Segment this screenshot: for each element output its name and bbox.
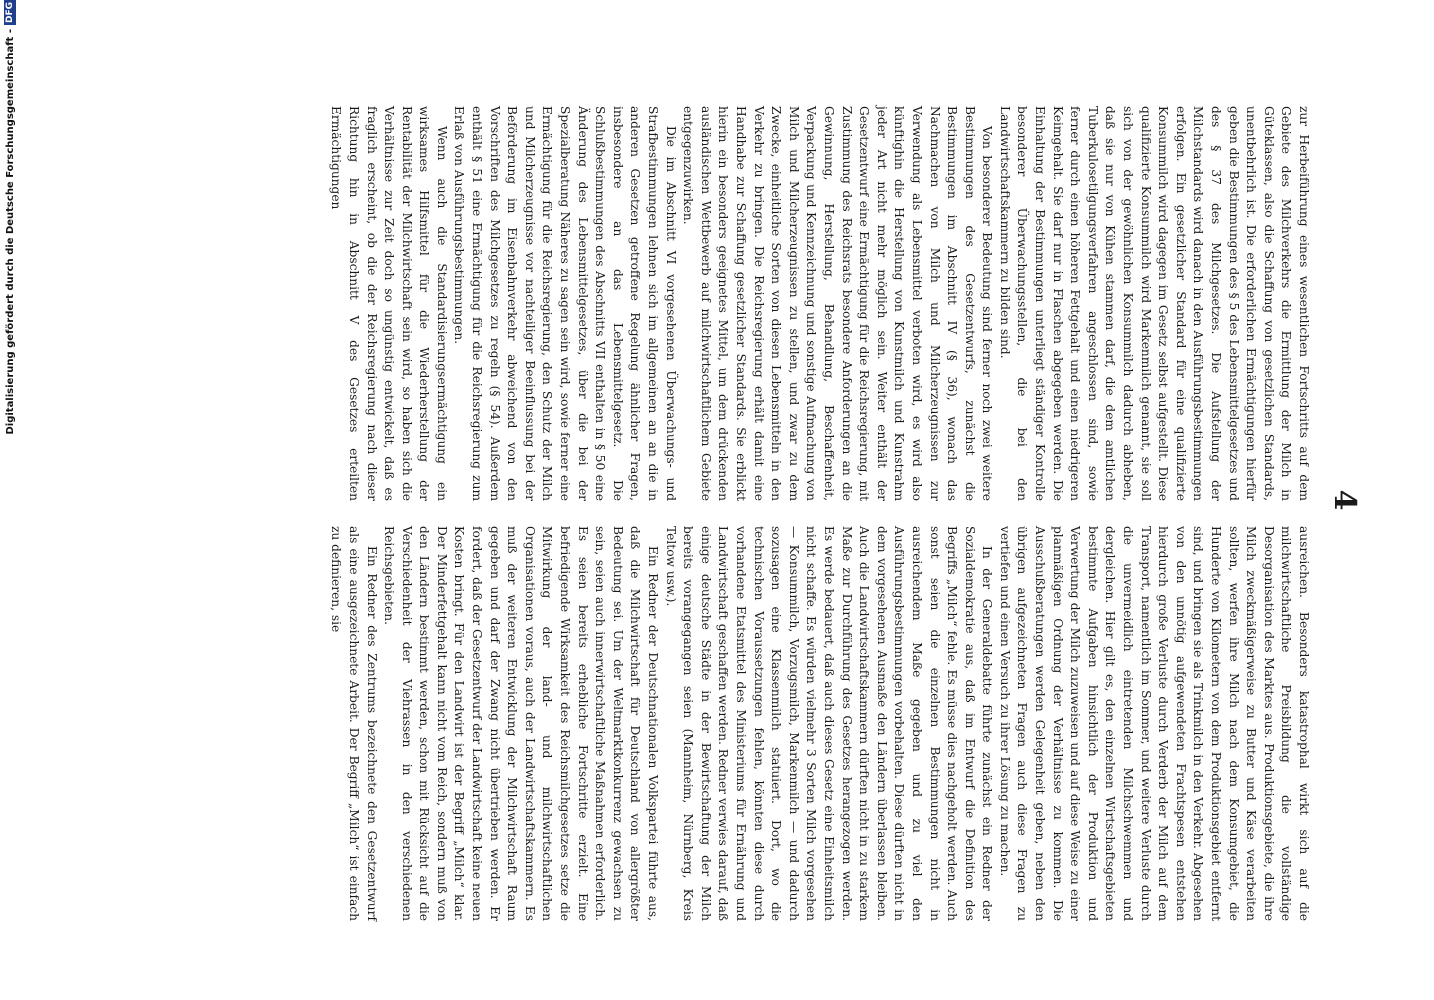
- page-number: 4: [1327, 489, 1362, 511]
- paragraph: Ein Redner des Zentrums bezeichnete den Gesetzentwurf als eine ausgezeichnete Arbeit. Der Begriff „Milch“ ist einfach zu definieren, sie: [329, 526, 379, 921]
- paragraph: Die im Abschnitt VI vorgesehenen Überwachungs- und Strafbestimmungen lehnen sich im allgemeinen an an die in anderen Gesetzen getroffene Regelung ähnlicher Fragen, insbesondere an das Lebensmittelgesetz. Die Schlußbestimmungen des Abschnitts VII enthalten in § 50 eine Änderung des Lebensmittelgesetzes, über die bei der Spezialberatung Näheres zu sagen sein wird, sowie ferner eine Ermächtigung für die Reichsregierung, den Schutz der Milch und Milcherzeugnisse vor nachteiliger Beeinflussung bei der Beförderung im Eisenbahnverkehr abweichend von den Vorschriften des Milchgesetzes zu regeln (§ 54). Außerdem enthält § 51 eine Ermächtigung für die Reichsregierung zum Erlaß von Ausführungsbestimmungen.: [452, 106, 678, 501]
- paragraph: ausreichen. Besonders katastrophal wirkt sich auf die milchwirtschaftliche Preisbildung die vollständige Desorganisation des Marktes aus. Produktionsgebiete, die ihre Milch zweckmäßigerweise zu Butter und Käse verarbeiten sollten, werfen ihre Milch nach dem Konsumgebiet, die Hunderte von Kilometern von dem Produktionsgebiet entfernt sind, und bringen sie als Trinkmilch in den Verkehr. Abgesehen von den unnötig aufgewendeten Frachtspesen entstehen hierdurch große Verluste durch Verderb der Milch auf dem Transport, namentlich im Sommer, und weitere Verluste durch die unvermeidlich eintretenden Milchschwemmen und dergleichen. Hier gilt es, den einzelnen Wirtschaftsgebieten bestimmte Aufgaben hinsichtlich der Produktion und Verwertung der Milch zuzuweisen und auf diese Weise zu einer planmäßigen Ordnung der Verhältnisse zu kommen. Die Ausschußberatungen werden Gelegenheit geben, neben den übrigen aufgezeichneten Fragen auch diese Fragen zu vertiefen und einen Versuch zu ihrer Lösung zu machen.: [997, 526, 1311, 921]
- left-text-column: [327, 106, 1312, 501]
- paragraph: Ein Redner der Deutschnationalen Volkspartei führte aus, daß die Milchwirtschaft für Deutschland von allergrößter Bedeutung sei. Um der Weltmarktkonkurrenz gewachsen zu sein, seien auch innerwirtschaftliche Maßnahmen erforderlich. Es seien bereits erhebliche Fortschritte erzielt. Eine befriedigende Wirksamkeit des Reichsmilchgesetzes setze die Mitwirkung der land- und milchwirtschaftlichen Organisationen voraus, auch der Landwirtschaftskammern. Es muß der weiteren Entwicklung der Milchwirtschaft Raum gegeben und darf der Zwang nicht übertrieben werden. Er fordert, daß der Gesetzentwurf der Landwirtschaft keine neuen Kosten bringt. Für den Landwirt ist der Begriff „Milch“ klar. Der Minderfettgehalt kann nicht vom Reich, sondern muß von den Ländern bestimmt werden, schon mit Rücksicht auf die Verschiedenheit der Viehrassen in den verschiedenen Reichsgebieten.: [382, 526, 661, 921]
- digitization-credit: [3, 0, 17, 1000]
- right-text-column: [327, 526, 1312, 921]
- paragraph: In der Generaldebatte führte zunächst ein Redner der Sozialdemokratie aus, daß im Entwurf die Definition des Begriffs „Milch“ fehle. Es müsse dies nachgeholt werden. Auch sonst seien die einzelnen Bestimmungen nicht in ausreichendem Maße gegeben und zu viel den Ausführungsbestimmungen vorbehalten. Diese dürften nicht in dem vorgesehenen Ausmaße den Ländern überlassen bleiben. Auch die Landwirtschaftskammern dürften nicht in zu starkem Maße zur Durchführung des Gesetzes herangezogen werden. Es werde bedauert, daß auch dieses Gesetz eine Einheitsmilch nicht schaffe. Es würden vielmehr 3 Sorten Milch vorgesehen — Konsummilch, Vorzugsmilch, Markenmilch — und dadurch sozusagen eine Klassenmilch statuiert. Dort, wo die technischen Voraussetzungen fehlen, könnten diese durch vorhandene Etatsmittel des Ministeriums für Ernährung und Landwirtschaft geschaffen werden. Redner verwies darauf, daß einige deutsche Städte in der Bewirtschaftung der Milch bereits vorangegangen seien (Mannheim, Nürnberg, Kreis Teltow usw.).: [663, 526, 995, 921]
- credit-text: Digitalisierung gefördert durch die Deutsche Forschungsgemeinschaft -: [4, 29, 16, 435]
- paragraph: Wenn auch die Standardisierungsermächtigung ein wirksames Hilfsmittel für die Wiederherstellung der Rentabilität der Milchwirtschaft sein wird, so haben sich die Verhältnisse zur Zeit doch so ungünstig entwickelt, daß es fraglich erscheint, ob die der Reichsregierung nach dieser Richtung hin in Abschnitt V des Gesetzes erteilten Ermächtigungen: [329, 106, 449, 501]
- paragraph: Von besonderer Bedeutung sind ferner noch zwei weitere Bestimmungen des Gesetzentwurfs, zunächst die Bestimmungen im Abschnitt IV (§ 36), wonach das Nachmachen von Milch und Milcherzeugnissen zur Verwendung als Lebensmittel verboten wird, es wird also künftighin die Herstellung von Kunstmilch und Kunstrahm jeder Art nicht mehr möglich sein. Weiter enthält der Gesetzentwurf eine Ermächtigung für die Reichsregierung, mit Zustimmung des Reichsrats besondere Anforderungen an die Gewinnung, Herstellung, Behandlung, Beschaffenheit, Verpackung und Kennzeichnung und sonstige Aufmachung von Milch und Milcherzeugnissen zu stellen, und zwar zu dem Zwecke, einheitliche Sorten von diesen Lebensmitteln in den Verkehr zu bringen. Die Reichsregierung erhält damit eine Handhabe zur Schaffung gesetzlicher Standards. Sie erblickt hierin ein besonders geeignetes Mittel, um dem drückenden ausländischen Wettbewerb auf milchwirtschaftlichem Gebiete entgegenzuwirken.: [681, 106, 995, 501]
- paragraph: zur Herbeiführung eines wesentlichen Fortschritts auf dem Gebiete des Milchverkehrs die Ermittlung der Milch in Güteklassen, also die Schaffung von gesetzlichen Standards, unentbehrlich ist. Die erforderlichen Ermächtigungen hierfür geben die Bestimmungen des § 5 des Lebensmittelgesetzes und des § 37 des Milchgesetzes. Die Aufstellung der Milchstandards wird danach in den Ausführungsbestimmungen erfolgen. Ein gesetzlicher Standard für eine qualifizierte Konsummilch wird dagegen im Gesetz selbst aufgestellt. Diese qualifizierte Konsummilch wird Markenmilch genannt, sie soll sich von der gewöhnlichen Konsummilch dadurch abheben, daß sie nur von Kühen stammen darf, die dem amtlichen Tuberkulosetilgungsverfahren angeschlossen sind, sowie ferner durch einen höheren Fettgehalt und einen niedrigeren Keimgehalt. Sie darf nur in Flaschen abgegeben werden. Die Einhaltung der Bestimmungen unterliegt ständiger Kontrolle besonderer Überwachungsstellen, die bei den Landwirtschaftskammern zu bilden sind.: [997, 106, 1311, 501]
- dfg-logo-icon: DFG: [5, 2, 15, 24]
